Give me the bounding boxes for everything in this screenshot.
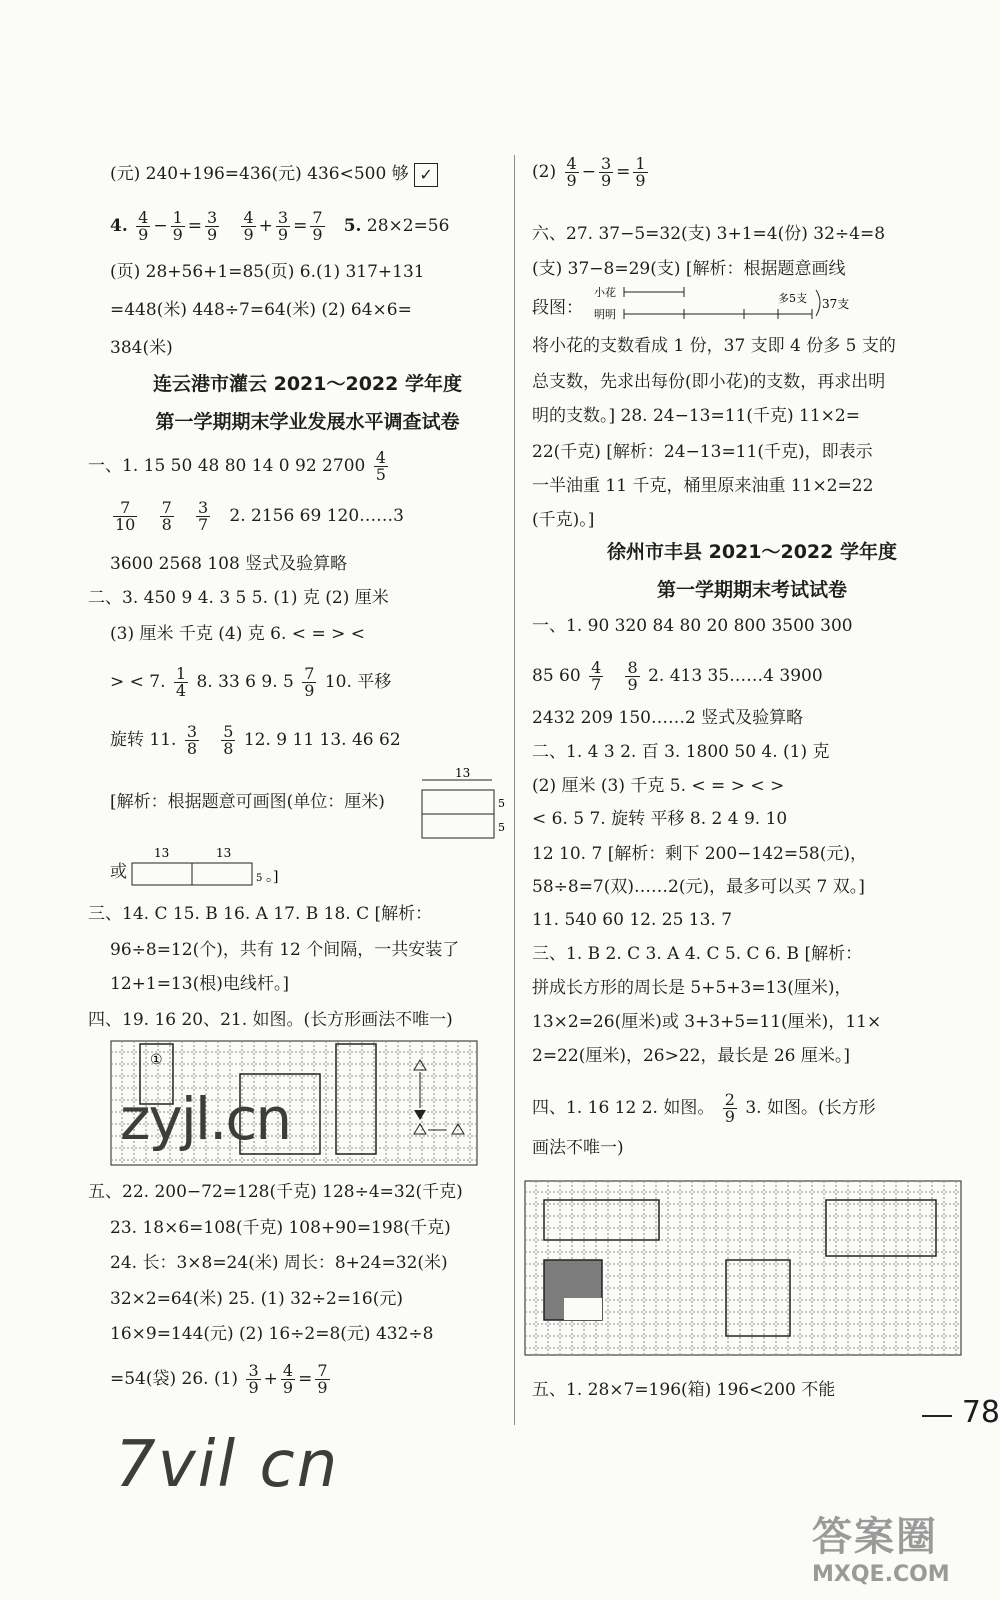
answer-line: 六、27. 37−5=32(支) 3+1=4(份) 32÷4=8 (532, 224, 886, 244)
answer-line: < 6. 5 7. 旋转 平移 8. 2 4 9. 10 (532, 809, 788, 829)
fraction: $\frac{3}{8}$ (186, 722, 198, 758)
answer-line: (千克)。] (532, 510, 595, 530)
section-title: 第一学期期末学业发展水平调查试卷 (155, 411, 460, 433)
answer-line: 二、3. 450 9 4. 3 5 5. (1) 克 (2) 厘米 (88, 588, 389, 608)
segment-diagram (594, 282, 854, 330)
answer-line: 12+1=13(根)电线杆。] (110, 974, 289, 994)
answer-line: (2) 厘米 (3) 千克 5. < = > < > (532, 776, 785, 796)
rectangle-diagram (420, 765, 510, 845)
answer-line: 旋转 11. $\frac{3}{8}$ $\frac{5}{8}$ 12. 9 11 13. 46 62 (110, 722, 401, 758)
rect-3 (336, 1044, 376, 1154)
answer-line: 将小花的支数看成 1 份，37 支即 4 份多 5 支的 (532, 336, 896, 356)
fraction: $\frac{3}{9}$ (277, 208, 289, 244)
answer-line: =54(袋) 26. (1) $\frac{3}{9}$ + $\frac{4}{9}$ = $\frac{7}{9}$ (110, 1361, 328, 1397)
dim-label: 13 (154, 846, 170, 860)
rect-right (192, 863, 252, 885)
fraction: $\frac{4}{9}$ (138, 208, 149, 244)
rect-top (422, 790, 494, 814)
grid-figure (524, 1180, 964, 1358)
question-number: 4. (110, 216, 128, 236)
answer-line: 五、1. 28×7=196(箱) 196<200 不能 (532, 1380, 836, 1400)
fraction: $\frac{3}{9}$ (600, 154, 612, 190)
fraction: $\frac{4}{7}$ (591, 658, 602, 694)
answer-line: 11. 540 60 12. 25 13. 7 (532, 910, 733, 930)
answer-line: 23. 18×6=108(千克) 108+90=198(千克) (110, 1218, 451, 1238)
answer-line: 96÷8=12(个)，共有 12 个间隔，一共安装了 (110, 940, 460, 960)
answer-line: (页) 28+56+1=85(页) 6.(1) 317+131 (110, 262, 425, 282)
check-box: ✓ (414, 163, 438, 187)
answer-line: =448(米) 448÷7=64(米) (2) 64×6= (110, 300, 412, 320)
section-title: 徐州市丰县 2021～2022 学年度 (607, 541, 897, 563)
answer-line: 一半油重 11 千克，桶里原来油重 11×2=22 (532, 476, 874, 496)
answer-line: 一、1. 15 50 48 80 14 0 92 2700 $\frac{4}{5}$ (88, 448, 386, 484)
answer-line: 12 10. 7 [解析：剩下 200−142=58(元)， (532, 844, 868, 864)
fraction: $\frac{3}{9}$ (207, 208, 218, 244)
answer-line: 2432 209 150……2 竖式及验算略 (532, 708, 804, 728)
answer-line: 三、14. C 15. B 16. A 17. B 18. C [解析： (88, 904, 433, 924)
dim-label: 13 (455, 766, 471, 780)
answer-line: 四、19. 16 20、21. 如图。(长方形画法不唯一) (88, 1010, 453, 1030)
dim-label: 5 (498, 797, 505, 810)
fraction: $\frac{8}{9}$ (627, 658, 638, 694)
dim-label: 5 (256, 873, 263, 884)
answer-line: 24. 长：3×8=24(米) 周长：8+24=32(米) (110, 1253, 448, 1273)
answer-line: (3) 厘米 千克 (4) 克 6. < = > < (110, 624, 365, 644)
answer-line: 2=22(厘米)，26>22，最长是 26 厘米。] (532, 1046, 851, 1066)
answer-text: (元) 240+196=436(元) 436<500 够 (110, 164, 409, 184)
section-title: 连云港市灌云 2021～2022 学年度 (153, 373, 462, 395)
fraction: $\frac{1}{9}$ (172, 208, 183, 244)
answer-line: 32×2=64(米) 25. (1) 32÷2=16(元) (110, 1289, 403, 1309)
answer-line: [解析：根据题意可画图(单位：厘米) (110, 792, 385, 812)
answer-line: 384(米) (110, 338, 173, 358)
fraction: $\frac{4}{5}$ (375, 448, 386, 484)
rectangle-diagram (130, 845, 310, 890)
watermark: zyjl.cn (120, 1085, 291, 1153)
fraction: $\frac{2}{9}$ (724, 1090, 735, 1126)
segment-label: 小花 (594, 286, 616, 299)
unshaded-part (564, 1298, 602, 1320)
column-divider (514, 155, 515, 1425)
answer-line: 总支数，先求出每份(即小花)的支数，再求出明 (532, 372, 886, 392)
fraction: $\frac{7}{8}$ (161, 498, 172, 534)
fraction: $\frac{3}{9}$ (248, 1361, 259, 1397)
answer-line: 22(千克) [解析：24−13=11(千克)，即表示 (532, 442, 873, 462)
answer-line: 段图： (532, 298, 583, 318)
rect-1 (544, 1200, 659, 1240)
answer-line: 16×9=144(元) (2) 16÷2=8(元) 432÷8 (110, 1324, 434, 1344)
fraction: $\frac{4}{9}$ (243, 208, 254, 244)
answer-line: 13×2=26(厘米)或 3+3+5=11(厘米)，11× (532, 1012, 882, 1032)
answer-line: 一、1. 90 320 84 80 20 800 3500 300 (532, 616, 853, 636)
fraction: $\frac{5}{8}$ (223, 722, 234, 758)
answer-line: 三、1. B 2. C 3. A 4. C 5. C 6. B [解析： (532, 944, 863, 964)
shape-label: ① (150, 1052, 163, 1068)
watermark: 7vil cn (115, 1428, 340, 1502)
answer-line: 二、1. 4 3 2. 百 3. 1800 50 4. (1) 克 (532, 742, 830, 762)
fraction: $\frac{7}{9}$ (304, 664, 315, 700)
answer-line: 五、22. 200−72=128(千克) 128÷4=32(千克) (88, 1182, 463, 1202)
fraction: $\frac{3}{7}$ (197, 498, 209, 534)
answer-line: (支) 37−8=29(支) [解析：根据题意画线 (532, 259, 846, 279)
answer-line: 3600 2568 108 竖式及验算略 (110, 554, 348, 574)
logo-top: 答案圈 (812, 1514, 938, 1560)
fraction: $\frac{4}{9}$ (282, 1361, 294, 1397)
answer-line: 或 (110, 862, 127, 882)
fraction: $\frac{4}{9}$ (566, 154, 577, 190)
answer-line: $\frac{7}{10}$ $\frac{7}{8}$ $\frac{3}{7}$ 2. 2156 69 120……3 (115, 498, 404, 534)
answer-line: > < 7. $\frac{1}{4}$ 8. 33 6 9. 5 $\frac{7}{9}$ 10. 平移 (110, 664, 392, 700)
dim-label: 5 (498, 821, 505, 834)
fraction: $\frac{7}{9}$ (312, 208, 323, 244)
triangle-shape (414, 1124, 426, 1134)
answer-line: 画法不唯一) (532, 1138, 624, 1158)
fraction: $\frac{1}{4}$ (175, 664, 187, 700)
page-number: 78 (961, 1395, 1000, 1430)
fraction: $\frac{1}{9}$ (635, 154, 646, 190)
segment-label: 明明 (594, 308, 616, 321)
answer-line (110, 162, 438, 187)
segment-label: 多5支 (778, 292, 807, 305)
arrow-head (414, 1110, 426, 1120)
section-title: 第一学期期末考试试卷 (656, 579, 847, 601)
logo-bottom: MXQE.COM (812, 1562, 950, 1587)
site-logo (812, 1505, 962, 1590)
answer-line: 58÷8=7(双)……2(元)，最多可以买 7 双。] (532, 877, 865, 897)
dim-label: 13 (216, 846, 232, 860)
answer-line: 四、1. 16 12 2. 如图。 $\frac{2}{9}$ 3. 如图。(长方形 (532, 1090, 876, 1126)
fraction: $\frac{7}{9}$ (317, 1361, 328, 1397)
answer-line: (2) $\frac{4}{9}$ − $\frac{3}{9}$ = $\frac{1}{9}$ (532, 154, 646, 190)
rect-left (132, 863, 192, 885)
rect-bottom (422, 814, 494, 838)
triangle-shape (414, 1060, 426, 1070)
page-dash (922, 1415, 952, 1417)
answer-line: 4. $\frac{4}{9}$ − $\frac{1}{9}$ = $\frac{3}{9}$ $\frac{4}{9}$ + $\frac{3}{9}$ = $\frac{7}{9}$ 5. 28×2=56 (110, 208, 450, 244)
answer-line: 拼成长方形的周长是 5+5+3=13(厘米)， (532, 978, 852, 998)
fraction: $\frac{7}{10}$ (115, 498, 136, 534)
segment-label: 37支 (822, 297, 850, 311)
closing-mark: 。] (266, 869, 279, 885)
answer-line: 85 60 $\frac{4}{7}$ $\frac{8}{9}$ 2. 413 35……4 3900 (532, 658, 823, 694)
rect-3 (726, 1260, 790, 1336)
answer-line: 明的支数。] 28. 24−13=11(千克) 11×2= (532, 406, 860, 426)
